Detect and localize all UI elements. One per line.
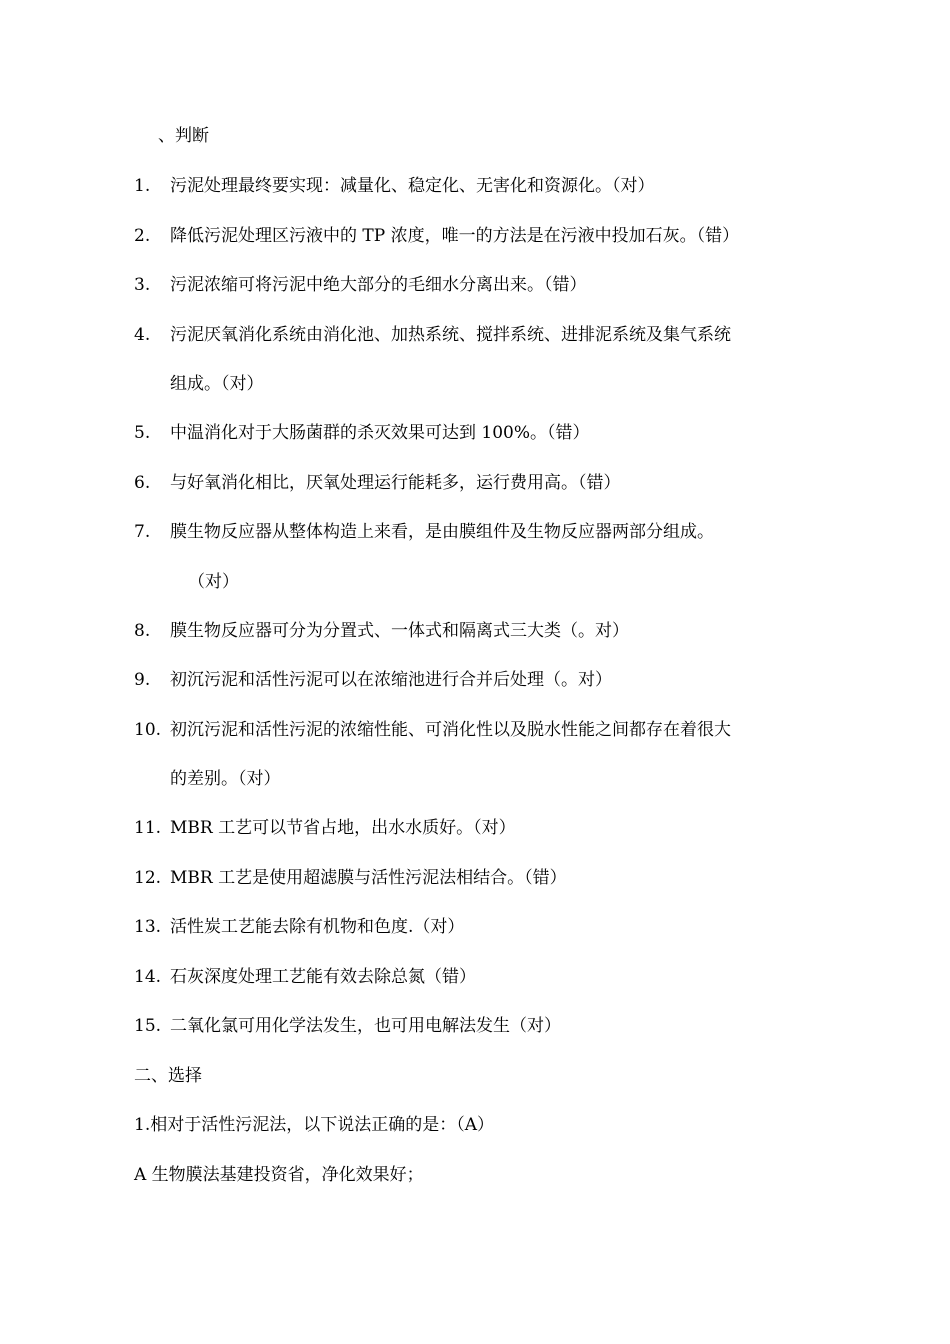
item-text: 中温消化对于大肠菌群的杀灭效果可达到 100%。（错） bbox=[170, 423, 590, 443]
item-number: 6. bbox=[134, 473, 151, 493]
item-text: 污泥厌氧消化系统由消化池、加热系统、搅拌系统、进排泥系统及集气系统 bbox=[170, 325, 731, 345]
item-text: 二氧化氯可用化学法发生，也可用电解法发生（对） bbox=[170, 1016, 561, 1036]
item-number: 9. bbox=[134, 670, 151, 690]
item-text: 活性炭工艺能去除有机物和色度.（对） bbox=[170, 917, 465, 937]
option-text: A 生物膜法基建投资省，净化效果好； bbox=[134, 1165, 424, 1185]
item-number: 8. bbox=[134, 621, 151, 641]
item-text: MBR 工艺可以节省占地，出水水质好。（对） bbox=[170, 818, 516, 838]
item-text: 污泥浓缩可将污泥中绝大部分的毛细水分离出来。（错） bbox=[170, 275, 587, 295]
item-text: 的差别。（对） bbox=[170, 769, 281, 789]
item-text: 降低污泥处理区污液中的 TP 浓度，唯一的方法是在污液中投加石灰。（错） bbox=[170, 226, 740, 246]
question-text: 1.相对于活性污泥法，以下说法正确的是：（A） bbox=[134, 1115, 494, 1135]
item-number: 13. bbox=[134, 917, 162, 937]
item-number: 10. bbox=[134, 720, 162, 740]
item-text: （对） bbox=[188, 572, 239, 592]
item-number: 1. bbox=[134, 176, 151, 196]
item-text: 组成。（对） bbox=[170, 374, 264, 394]
item-text: 污泥处理最终要实现：减量化、稳定化、无害化和资源化。（对） bbox=[170, 176, 655, 196]
item-number: 11. bbox=[134, 818, 162, 838]
item-text: 膜生物反应器可分为分置式、一体式和隔离式三大类（。对） bbox=[170, 621, 629, 641]
item-number: 5. bbox=[134, 423, 151, 443]
item-number: 14. bbox=[134, 967, 162, 987]
item-number: 2. bbox=[134, 226, 151, 246]
item-number: 15. bbox=[134, 1016, 162, 1036]
item-text: MBR 工艺是使用超滤膜与活性污泥法相结合。（错） bbox=[170, 868, 567, 888]
item-number: 7. bbox=[134, 522, 151, 542]
item-text: 初沉污泥和活性污泥的浓缩性能、可消化性以及脱水性能之间都存在着很大 bbox=[170, 720, 731, 740]
item-text: 石灰深度处理工艺能有效去除总氮（错） bbox=[170, 967, 476, 987]
item-text: 初沉污泥和活性污泥可以在浓缩池进行合并后处理（。对） bbox=[170, 670, 612, 690]
section-heading-judgment: 、判断 bbox=[158, 126, 209, 146]
item-text: 膜生物反应器从整体构造上来看，是由膜组件及生物反应器两部分组成。 bbox=[170, 522, 714, 542]
item-text: 与好氧消化相比，厌氧处理运行能耗多，运行费用高。（错） bbox=[170, 473, 621, 493]
item-number: 4. bbox=[134, 325, 151, 345]
item-number: 3. bbox=[134, 275, 151, 295]
section-heading-text: 二、选择 bbox=[134, 1066, 202, 1086]
item-number: 12. bbox=[134, 868, 162, 888]
